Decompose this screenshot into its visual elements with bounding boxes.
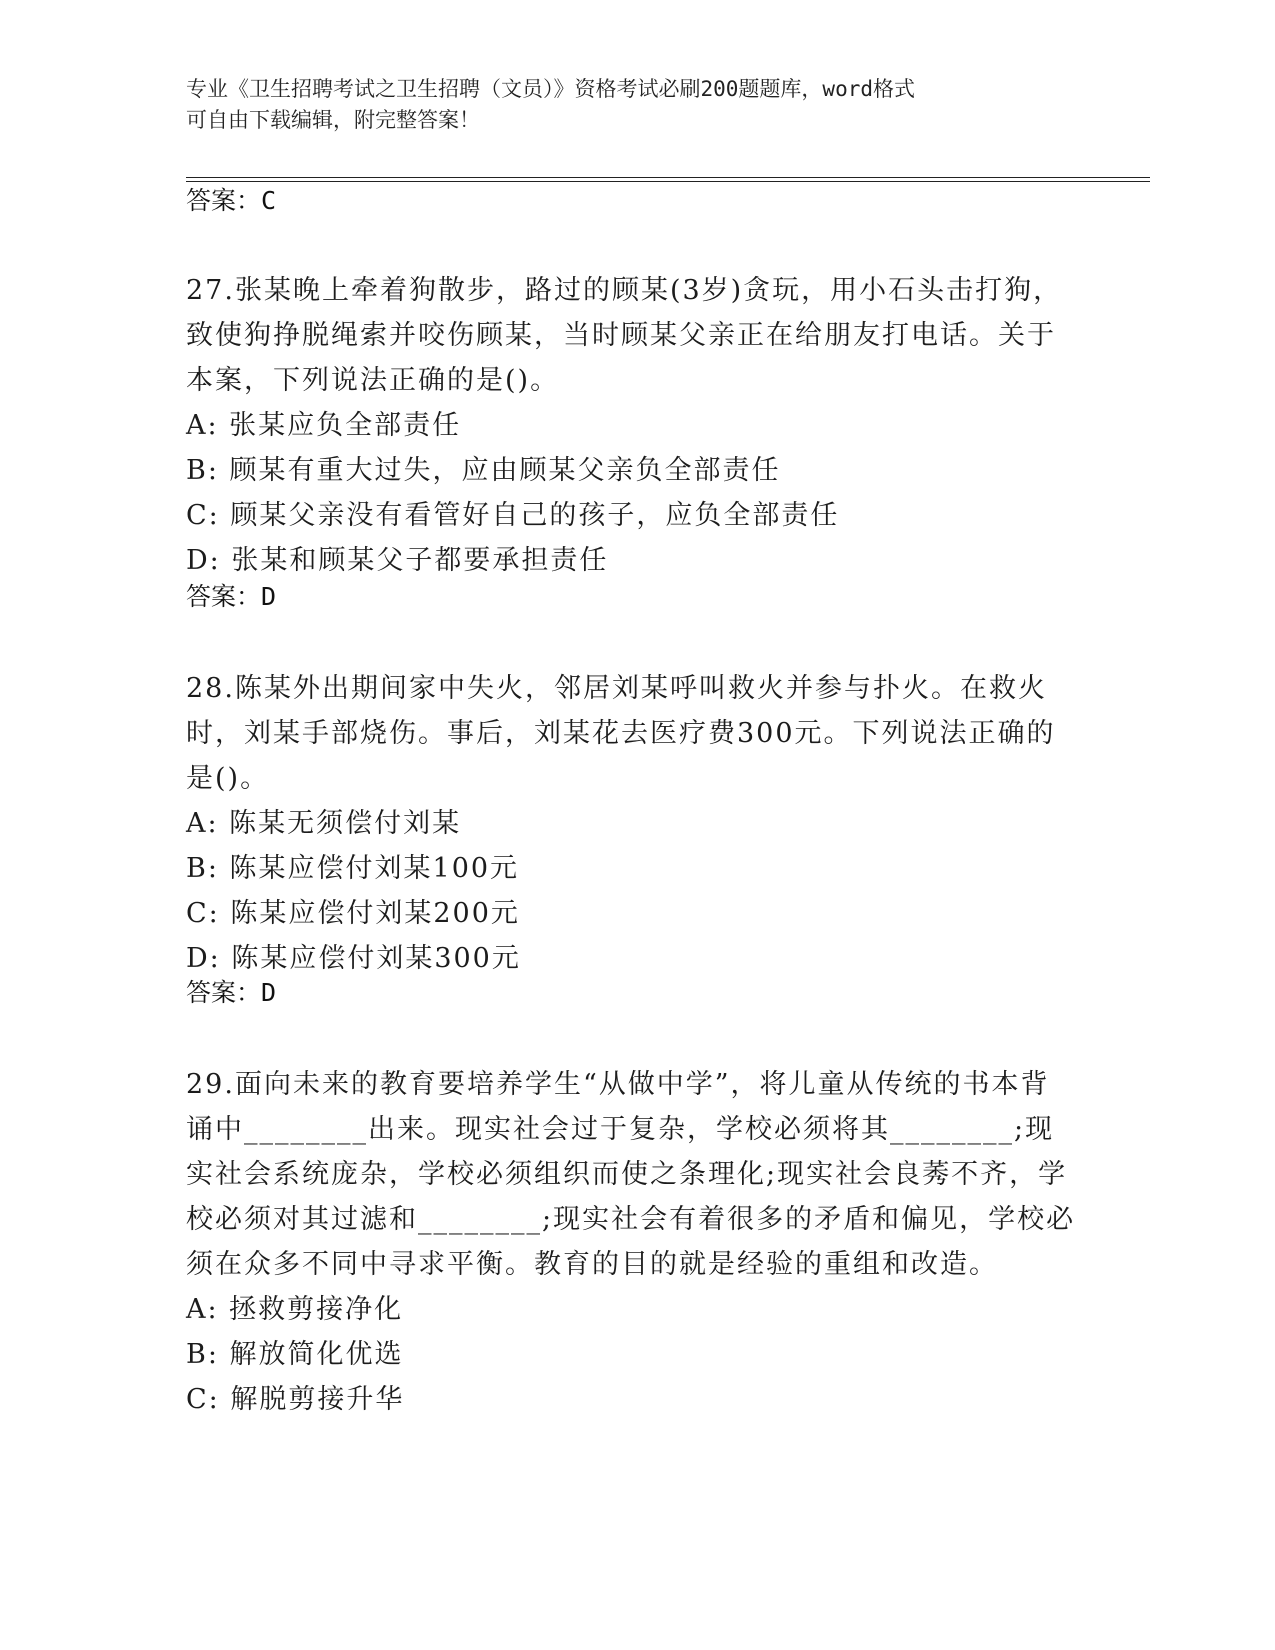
header-line-1: 专业《卫生招聘考试之卫生招聘（文员）》资格考试必刷200题题库，word格式 xyxy=(186,77,915,101)
question-27-stem: 27.张某晚上牵着狗散步，路过的顾某(3岁)贪玩，用小石头击打狗，致使狗挣脱绳索并咬伤顾某，当时顾某父亲正在给朋友打电话。关于本案，下列说法正确的是()。 xyxy=(186,275,1063,396)
question-28 xyxy=(186,666,1076,981)
question-27 xyxy=(186,268,1076,583)
question-28-option-c: C: 陈某应偿付刘某200元 xyxy=(186,898,520,929)
question-29-option-c: C: 解脱剪接升华 xyxy=(186,1384,405,1415)
answer-q26: 答案：C xyxy=(186,186,277,215)
header-rule-top xyxy=(186,177,1150,178)
question-28-option-b: B: 陈某应偿付刘某100元 xyxy=(186,853,520,884)
header-rule-bottom xyxy=(186,181,1150,182)
question-27-option-a: A: 张某应负全部责任 xyxy=(186,410,462,441)
question-27-option-d: D: 张某和顾某父子都要承担责任 xyxy=(186,545,609,576)
question-29-option-a: A: 拯救剪接净化 xyxy=(186,1294,404,1325)
header-line-2: 可自由下载编辑，附完整答案！ xyxy=(186,108,480,132)
question-27-option-b: B: 顾某有重大过失，应由顾某父亲负全部责任 xyxy=(186,455,781,486)
question-28-option-a: A: 陈某无须偿付刘某 xyxy=(186,808,462,839)
question-28-option-d: D: 陈某应偿付刘某300元 xyxy=(186,943,521,974)
document-header xyxy=(186,74,1066,136)
answer-q28: 答案：D xyxy=(186,978,277,1007)
question-28-stem: 28.陈某外出期间家中失火，邻居刘某呼叫救火并参与扑火。在救火时，刘某手部烧伤。事后，刘某花去医疗费300元。下列说法正确的是()。 xyxy=(186,673,1056,794)
question-27-option-c: C: 顾某父亲没有看管好自己的孩子，应负全部责任 xyxy=(186,500,840,531)
question-29 xyxy=(186,1062,1076,1422)
answer-q27: 答案：D xyxy=(186,582,277,611)
question-29-stem: 29.面向未来的教育要培养学生“从做中学”，将儿童从传统的书本背诵中________出来。现实社会过于复杂，学校必须将其________;现实社会系统庞杂，学校必须组织而使之条理化;现实社会良莠不齐，学校必须对其过滤和________;现实社会有着很多的矛盾和偏见，学校必须在众多不同中寻求平衡。教育的目的就是经验的重组和改造。 xyxy=(186,1069,1076,1280)
question-29-option-b: B: 解放简化优选 xyxy=(186,1339,404,1370)
